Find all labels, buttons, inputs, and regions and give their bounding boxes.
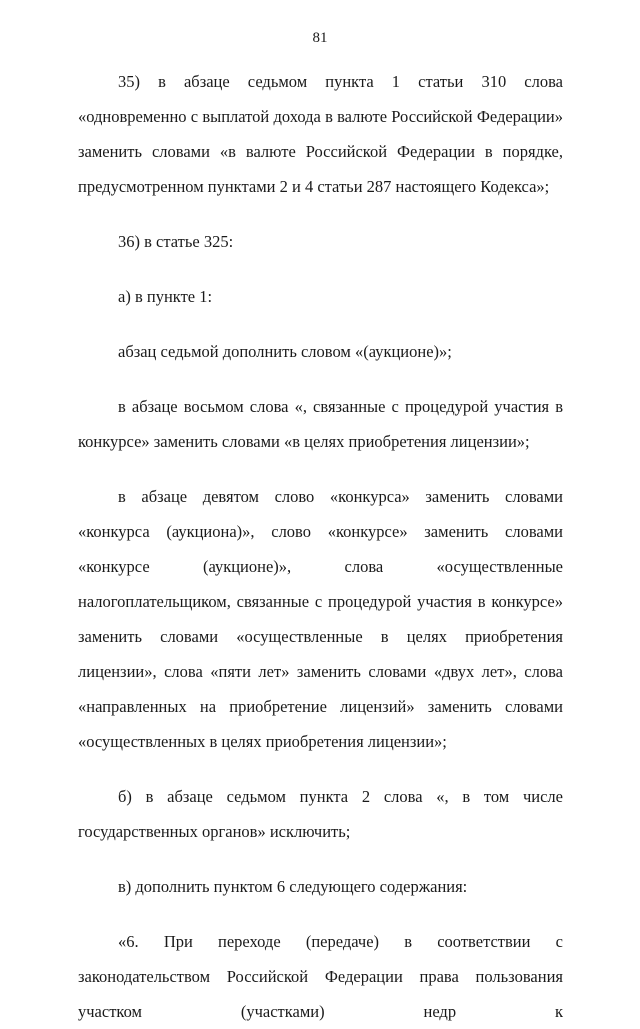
paragraph-36-b: б) в абзаце седьмом пункта 2 слова «, в том числе государственных органов» исключить; [78,787,563,841]
paragraph-abzac-9: в абзаце девятом слово «конкурса» заменить словами «конкурса (аукциона)», слово «конкурсе» заменить словами «конкурсе (аукционе)», слова «осуществленные налогоплательщиком, связанные с процедурой участия в конкурсе» заменить словами «осуществленные в целях приобретения лицензии», слова «пяти лет» заменить словами «двух лет», слова «направленных на приобретение лицензий» заменить словами «осуществленных в целях приобретения лицензии»; [78,487,563,751]
paragraph-36-a: а) в пункте 1: [118,287,213,306]
paragraph-36-v: в) дополнить пунктом 6 следующего содержания: [118,877,468,896]
paragraph-35: 35) в абзаце седьмом пункта 1 статьи 310 слова «одновременно с выплатой дохода в валюте Российской Федерации» заменить словами «в валюте Российской Федерации в порядке, предусмотренном пунктами 2 и 4 статьи 287 настоящего Кодекса»; [78,72,563,196]
paragraph-36: 36) в статье 325: [118,232,234,251]
paragraph-abzac-8: в абзаце восьмом слова «, связанные с процедурой участия в конкурсе» заменить словами «в целях приобретения лицензии»; [78,397,563,451]
paragraph-abzac-7: абзац седьмой дополнить словом «(аукционе)»; [118,342,452,361]
document-body [78,64,563,1029]
page-number: 81 [312,30,328,46]
paragraph-punkt-6: «6. При переходе (передаче) в соответствии с законодательством Российской Федерации права пользования участком (участками) недр к [78,932,563,1021]
